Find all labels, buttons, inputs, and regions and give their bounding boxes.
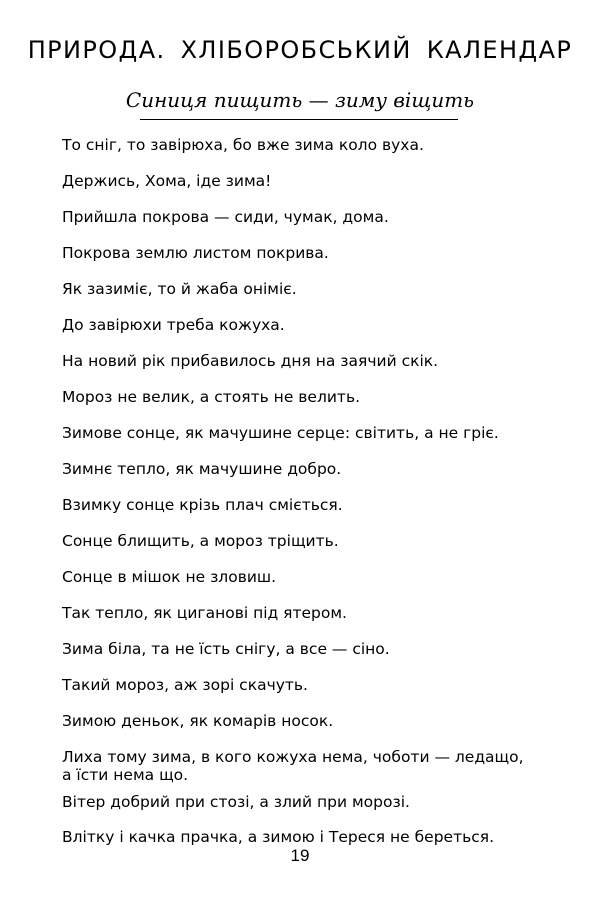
section-title: Синиця пищить — зиму віщить bbox=[125, 88, 475, 112]
proverb-item: Сонце в мішок не зловиш. bbox=[62, 568, 277, 586]
proverb-item: На новий рік прибавилось дня на заячий скік. bbox=[62, 352, 439, 370]
proverb-item: Такий мороз, аж зорі скачуть. bbox=[62, 676, 308, 694]
proverb-item: Влітку і качка прачка, а зимою і Тереся не береться. bbox=[62, 828, 495, 846]
proverb-item: Так тепло, як циганові під ятером. bbox=[62, 604, 347, 622]
proverb-item: Взимку сонце крізь плач сміється. bbox=[62, 496, 343, 514]
proverb-item: Вітер добрий при стозі, а злий при морозі. bbox=[62, 793, 410, 811]
proverb-item: Лиха тому зима, в кого кожуха нема, чоботи — ледащо, а їсти нема що. bbox=[62, 748, 524, 784]
proverb-item: Прийшла покрова — сиди, чумак, дома. bbox=[62, 208, 389, 226]
proverb-item: Мороз не велик, а стоять не велить. bbox=[62, 388, 361, 406]
proverb-item: Зимове сонце, як мачушине серце: світить, а не гріє. bbox=[62, 424, 499, 442]
proverb-item: Як зазиміє, то й жаба оніміє. bbox=[62, 280, 297, 298]
proverb-item: Покрова землю листом покрива. bbox=[62, 244, 329, 262]
proverb-item: Зима біла, та не їсть снігу, а все — сіно. bbox=[62, 640, 390, 658]
proverb-item: Зимнє тепло, як мачушине добро. bbox=[62, 460, 342, 478]
proverb-item: Сонце блищить, а мороз тріщить. bbox=[62, 532, 339, 550]
proverb-item: До завірюхи треба кожуха. bbox=[62, 316, 285, 334]
proverb-item: То сніг, то завірюха, бо вже зима коло вуха. bbox=[62, 136, 424, 154]
proverb-item: Зимою деньок, як комарів носок. bbox=[62, 712, 334, 730]
proverb-item: Держись, Хома, іде зима! bbox=[62, 172, 272, 190]
section-title-underline bbox=[140, 119, 458, 120]
page-number: 19 bbox=[290, 846, 310, 865]
running-head: ПРИРОДА. ХЛІБОРОБСЬКИЙ КАЛЕНДАР bbox=[27, 36, 573, 64]
